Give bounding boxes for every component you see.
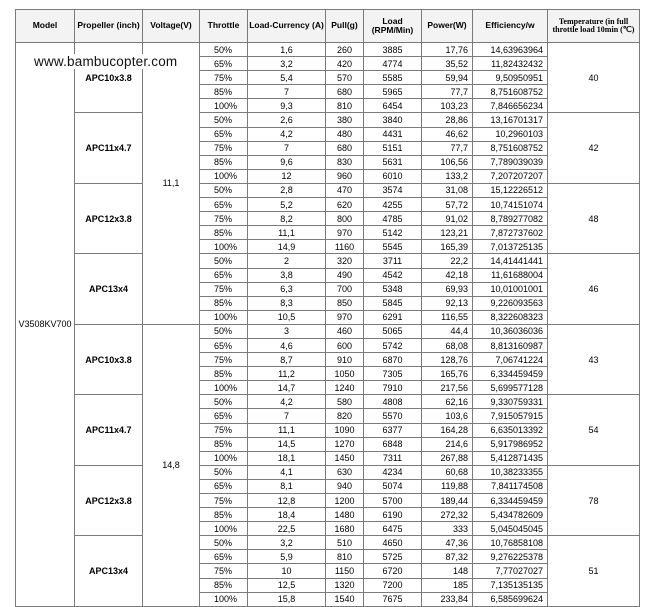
rpm-cell: 4774 <box>364 57 422 71</box>
temperature-cell: 51 <box>548 536 640 606</box>
efficiency-cell: 10,2960103 <box>473 127 548 141</box>
motor-test-table <box>15 9 640 607</box>
efficiency-cell: 13,16701317 <box>473 113 548 127</box>
pull-cell: 850 <box>326 296 364 310</box>
power-cell: 42,18 <box>422 268 473 282</box>
power-cell: 31,08 <box>422 183 473 197</box>
table-row <box>16 113 640 127</box>
rpm-cell: 6848 <box>364 437 422 451</box>
rpm-cell: 6377 <box>364 423 422 437</box>
rpm-cell: 4255 <box>364 198 422 212</box>
current-cell: 5,9 <box>248 550 326 564</box>
throttle-cell: 85% <box>200 226 248 240</box>
rpm-cell: 6870 <box>364 353 422 367</box>
efficiency-cell: 11,82432432 <box>473 57 548 71</box>
throttle-cell: 85% <box>200 508 248 522</box>
efficiency-cell: 9,276225378 <box>473 550 548 564</box>
rpm-cell: 5142 <box>364 226 422 240</box>
efficiency-cell: 5,434782609 <box>473 508 548 522</box>
current-cell: 3,2 <box>248 536 326 550</box>
efficiency-cell: 8,322608323 <box>473 310 548 324</box>
throttle-cell: 100% <box>200 240 248 254</box>
throttle-cell: 50% <box>200 43 248 57</box>
power-cell: 68,08 <box>422 338 473 352</box>
current-cell: 22,5 <box>248 522 326 536</box>
efficiency-cell: 5,412871435 <box>473 451 548 465</box>
rpm-cell: 5348 <box>364 282 422 296</box>
pull-cell: 1050 <box>326 367 364 381</box>
throttle-cell: 50% <box>200 183 248 197</box>
current-cell: 4,2 <box>248 395 326 409</box>
header-throttle: Throttle <box>200 10 248 43</box>
temperature-cell: 54 <box>548 395 640 465</box>
table-row <box>16 536 640 550</box>
header-pull: Pull(g) <box>326 10 364 43</box>
rpm-cell: 3885 <box>364 43 422 57</box>
throttle-cell: 100% <box>200 522 248 536</box>
power-cell: 165,76 <box>422 367 473 381</box>
efficiency-cell: 5,699577128 <box>473 381 548 395</box>
voltage-cell: 14,8 <box>143 324 200 606</box>
throttle-cell: 75% <box>200 353 248 367</box>
efficiency-cell: 7,013725135 <box>473 240 548 254</box>
power-cell: 267,88 <box>422 451 473 465</box>
efficiency-cell: 7,135135135 <box>473 578 548 592</box>
rpm-cell: 5585 <box>364 71 422 85</box>
efficiency-cell: 8,751608752 <box>473 141 548 155</box>
throttle-cell: 75% <box>200 494 248 508</box>
throttle-cell: 65% <box>200 479 248 493</box>
throttle-cell: 50% <box>200 324 248 338</box>
rpm-cell: 5545 <box>364 240 422 254</box>
pull-cell: 1680 <box>326 522 364 536</box>
efficiency-cell: 10,76858108 <box>473 536 548 550</box>
rpm-cell: 5845 <box>364 296 422 310</box>
current-cell: 4,1 <box>248 465 326 479</box>
rpm-cell: 7200 <box>364 578 422 592</box>
power-cell: 59,94 <box>422 71 473 85</box>
power-cell: 214,6 <box>422 437 473 451</box>
header-load-current: Load-Currency (A) <box>248 10 326 43</box>
efficiency-cell: 7,841174508 <box>473 479 548 493</box>
throttle-cell: 65% <box>200 338 248 352</box>
power-cell: 165,39 <box>422 240 473 254</box>
current-cell: 12,8 <box>248 494 326 508</box>
pull-cell: 940 <box>326 479 364 493</box>
current-cell: 18,1 <box>248 451 326 465</box>
pull-cell: 380 <box>326 113 364 127</box>
table-row <box>16 324 640 338</box>
power-cell: 185 <box>422 578 473 592</box>
efficiency-cell: 6,334459459 <box>473 494 548 508</box>
pull-cell: 1540 <box>326 592 364 606</box>
power-cell: 103,6 <box>422 409 473 423</box>
power-cell: 333 <box>422 522 473 536</box>
propeller-cell: APC12x3.8 <box>75 183 143 253</box>
power-cell: 189,44 <box>422 494 473 508</box>
current-cell: 7 <box>248 85 326 99</box>
rpm-cell: 4234 <box>364 465 422 479</box>
current-cell: 5,4 <box>248 71 326 85</box>
rpm-cell: 5742 <box>364 338 422 352</box>
rpm-cell: 5965 <box>364 85 422 99</box>
temperature-cell: 42 <box>548 113 640 183</box>
propeller-cell: APC12x3.8 <box>75 465 143 535</box>
table-row <box>16 183 640 197</box>
throttle-cell: 65% <box>200 409 248 423</box>
rpm-cell: 6291 <box>364 310 422 324</box>
efficiency-cell: 8,751608752 <box>473 85 548 99</box>
efficiency-cell: 9,226093563 <box>473 296 548 310</box>
power-cell: 28,86 <box>422 113 473 127</box>
rpm-cell: 4431 <box>364 127 422 141</box>
current-cell: 11,2 <box>248 367 326 381</box>
pull-cell: 470 <box>326 183 364 197</box>
propeller-cell: APC11x4.7 <box>75 113 143 183</box>
pull-cell: 800 <box>326 212 364 226</box>
pull-cell: 1090 <box>326 423 364 437</box>
power-cell: 57,72 <box>422 198 473 212</box>
efficiency-cell: 6,585699624 <box>473 592 548 606</box>
rpm-cell: 3711 <box>364 254 422 268</box>
watermark: www.bambucopter.com <box>34 54 178 69</box>
throttle-cell: 100% <box>200 310 248 324</box>
power-cell: 123,21 <box>422 226 473 240</box>
throttle-cell: 100% <box>200 99 248 113</box>
power-cell: 233,84 <box>422 592 473 606</box>
efficiency-cell: 7,846656234 <box>473 99 548 113</box>
rpm-cell: 6475 <box>364 522 422 536</box>
current-cell: 12,5 <box>248 578 326 592</box>
temperature-cell: 46 <box>548 254 640 324</box>
pull-cell: 510 <box>326 536 364 550</box>
pull-cell: 1480 <box>326 508 364 522</box>
pull-cell: 1200 <box>326 494 364 508</box>
power-cell: 17,76 <box>422 43 473 57</box>
power-cell: 217,56 <box>422 381 473 395</box>
power-cell: 44,4 <box>422 324 473 338</box>
pull-cell: 830 <box>326 155 364 169</box>
power-cell: 92,13 <box>422 296 473 310</box>
throttle-cell: 100% <box>200 451 248 465</box>
current-cell: 4,6 <box>248 338 326 352</box>
table-row <box>16 395 640 409</box>
rpm-cell: 7311 <box>364 451 422 465</box>
rpm-cell: 5631 <box>364 155 422 169</box>
pull-cell: 620 <box>326 198 364 212</box>
current-cell: 9,3 <box>248 99 326 113</box>
rpm-cell: 3840 <box>364 113 422 127</box>
pull-cell: 600 <box>326 338 364 352</box>
efficiency-cell: 7,915057915 <box>473 409 548 423</box>
pull-cell: 260 <box>326 43 364 57</box>
temperature-cell: 78 <box>548 465 640 535</box>
header-load-rpm: Load (RPM/Min) <box>364 10 422 43</box>
table-row <box>16 254 640 268</box>
efficiency-cell: 8,813160987 <box>473 338 548 352</box>
pull-cell: 970 <box>326 310 364 324</box>
current-cell: 7 <box>248 141 326 155</box>
rpm-cell: 4785 <box>364 212 422 226</box>
current-cell: 11,1 <box>248 423 326 437</box>
efficiency-cell: 14,63963964 <box>473 43 548 57</box>
header-model: Model <box>16 10 75 43</box>
pull-cell: 1270 <box>326 437 364 451</box>
temperature-cell: 40 <box>548 43 640 113</box>
efficiency-cell: 7,789039039 <box>473 155 548 169</box>
throttle-cell: 85% <box>200 155 248 169</box>
power-cell: 164,28 <box>422 423 473 437</box>
throttle-cell: 75% <box>200 71 248 85</box>
rpm-cell: 5151 <box>364 141 422 155</box>
current-cell: 4,2 <box>248 127 326 141</box>
throttle-cell: 75% <box>200 564 248 578</box>
rpm-cell: 4650 <box>364 536 422 550</box>
current-cell: 8,7 <box>248 353 326 367</box>
power-cell: 77,7 <box>422 85 473 99</box>
throttle-cell: 65% <box>200 57 248 71</box>
efficiency-cell: 8,789277082 <box>473 212 548 226</box>
rpm-cell: 6190 <box>364 508 422 522</box>
throttle-cell: 85% <box>200 367 248 381</box>
throttle-cell: 50% <box>200 395 248 409</box>
throttle-cell: 100% <box>200 169 248 183</box>
throttle-cell: 75% <box>200 212 248 226</box>
power-cell: 148 <box>422 564 473 578</box>
throttle-cell: 85% <box>200 437 248 451</box>
current-cell: 3,2 <box>248 57 326 71</box>
power-cell: 119,88 <box>422 479 473 493</box>
power-cell: 77,7 <box>422 141 473 155</box>
efficiency-cell: 11,61688004 <box>473 268 548 282</box>
rpm-cell: 5725 <box>364 550 422 564</box>
throttle-cell: 50% <box>200 465 248 479</box>
throttle-cell: 50% <box>200 113 248 127</box>
header-power: Power(W) <box>422 10 473 43</box>
pull-cell: 970 <box>326 226 364 240</box>
current-cell: 3,8 <box>248 268 326 282</box>
throttle-cell: 50% <box>200 536 248 550</box>
rpm-cell: 7675 <box>364 592 422 606</box>
power-cell: 69,93 <box>422 282 473 296</box>
pull-cell: 460 <box>326 324 364 338</box>
pull-cell: 580 <box>326 395 364 409</box>
current-cell: 5,2 <box>248 198 326 212</box>
power-cell: 116,55 <box>422 310 473 324</box>
pull-cell: 490 <box>326 268 364 282</box>
current-cell: 12 <box>248 169 326 183</box>
pull-cell: 420 <box>326 57 364 71</box>
pull-cell: 1150 <box>326 564 364 578</box>
rpm-cell: 6454 <box>364 99 422 113</box>
voltage-cell: 11,1 <box>143 43 200 325</box>
throttle-cell: 65% <box>200 550 248 564</box>
pull-cell: 1160 <box>326 240 364 254</box>
throttle-cell: 85% <box>200 85 248 99</box>
throttle-cell: 75% <box>200 141 248 155</box>
efficiency-cell: 7,06741224 <box>473 353 548 367</box>
header-voltage: Voltage(V) <box>143 10 200 43</box>
pull-cell: 810 <box>326 99 364 113</box>
rpm-cell: 6720 <box>364 564 422 578</box>
power-cell: 133,2 <box>422 169 473 183</box>
rpm-cell: 5065 <box>364 324 422 338</box>
current-cell: 11,1 <box>248 226 326 240</box>
pull-cell: 480 <box>326 127 364 141</box>
efficiency-cell: 6,334459459 <box>473 367 548 381</box>
current-cell: 15,8 <box>248 592 326 606</box>
pull-cell: 810 <box>326 550 364 564</box>
header-efficiency: Efficiency/w <box>473 10 548 43</box>
rpm-cell: 4808 <box>364 395 422 409</box>
current-cell: 14,7 <box>248 381 326 395</box>
pull-cell: 910 <box>326 353 364 367</box>
rpm-cell: 7305 <box>364 367 422 381</box>
power-cell: 60,68 <box>422 465 473 479</box>
current-cell: 2,6 <box>248 113 326 127</box>
current-cell: 7 <box>248 409 326 423</box>
power-cell: 91,02 <box>422 212 473 226</box>
efficiency-cell: 6,635013392 <box>473 423 548 437</box>
current-cell: 6,3 <box>248 282 326 296</box>
throttle-cell: 100% <box>200 592 248 606</box>
propeller-cell: APC13x4 <box>75 254 143 324</box>
current-cell: 14,5 <box>248 437 326 451</box>
pull-cell: 820 <box>326 409 364 423</box>
propeller-cell: APC10x3.8 <box>75 324 143 394</box>
propeller-cell: APC11x4.7 <box>75 395 143 465</box>
table-body <box>16 43 640 607</box>
rpm-cell: 7910 <box>364 381 422 395</box>
efficiency-cell: 10,38233355 <box>473 465 548 479</box>
throttle-cell: 65% <box>200 268 248 282</box>
pull-cell: 1320 <box>326 578 364 592</box>
current-cell: 2,8 <box>248 183 326 197</box>
model-cell: V3508KV700 <box>16 43 75 607</box>
efficiency-cell: 15,12226512 <box>473 183 548 197</box>
temperature-cell: 43 <box>548 324 640 394</box>
rpm-cell: 3574 <box>364 183 422 197</box>
current-cell: 3 <box>248 324 326 338</box>
current-cell: 8,3 <box>248 296 326 310</box>
efficiency-cell: 10,74151074 <box>473 198 548 212</box>
current-cell: 2 <box>248 254 326 268</box>
efficiency-cell: 10,01001001 <box>473 282 548 296</box>
temperature-cell: 48 <box>548 183 640 253</box>
throttle-cell: 75% <box>200 282 248 296</box>
pull-cell: 570 <box>326 71 364 85</box>
power-cell: 46,62 <box>422 127 473 141</box>
propeller-cell: APC13x4 <box>75 536 143 606</box>
rpm-cell: 6010 <box>364 169 422 183</box>
current-cell: 10 <box>248 564 326 578</box>
table-row <box>16 465 640 479</box>
pull-cell: 1450 <box>326 451 364 465</box>
efficiency-cell: 7,77027027 <box>473 564 548 578</box>
current-cell: 9,6 <box>248 155 326 169</box>
throttle-cell: 85% <box>200 296 248 310</box>
efficiency-cell: 7,207207207 <box>473 169 548 183</box>
current-cell: 1,6 <box>248 43 326 57</box>
efficiency-cell: 5,917986952 <box>473 437 548 451</box>
efficiency-cell: 9,330759331 <box>473 395 548 409</box>
power-cell: 22,2 <box>422 254 473 268</box>
rpm-cell: 4542 <box>364 268 422 282</box>
pull-cell: 320 <box>326 254 364 268</box>
header-propeller: Propeller (inch) <box>75 10 143 43</box>
efficiency-cell: 7,872737602 <box>473 226 548 240</box>
current-cell: 10,5 <box>248 310 326 324</box>
power-cell: 103,23 <box>422 99 473 113</box>
header-temperature: Temperature (in full throttle load 10min (℃) <box>548 10 640 43</box>
power-cell: 272,32 <box>422 508 473 522</box>
throttle-cell: 65% <box>200 198 248 212</box>
current-cell: 8,2 <box>248 212 326 226</box>
power-cell: 35,52 <box>422 57 473 71</box>
efficiency-cell: 14,41441441 <box>473 254 548 268</box>
power-cell: 47,36 <box>422 536 473 550</box>
rpm-cell: 5074 <box>364 479 422 493</box>
pull-cell: 700 <box>326 282 364 296</box>
throttle-cell: 85% <box>200 578 248 592</box>
efficiency-cell: 5,045045045 <box>473 522 548 536</box>
pull-cell: 680 <box>326 141 364 155</box>
throttle-cell: 75% <box>200 423 248 437</box>
pull-cell: 960 <box>326 169 364 183</box>
power-cell: 128,76 <box>422 353 473 367</box>
pull-cell: 630 <box>326 465 364 479</box>
pull-cell: 1240 <box>326 381 364 395</box>
current-cell: 18,4 <box>248 508 326 522</box>
throttle-cell: 65% <box>200 127 248 141</box>
current-cell: 14,9 <box>248 240 326 254</box>
header-row <box>16 10 640 43</box>
pull-cell: 680 <box>326 85 364 99</box>
efficiency-cell: 10,36036036 <box>473 324 548 338</box>
efficiency-cell: 9,50950951 <box>473 71 548 85</box>
propeller-cell: APC10x3.8 <box>75 43 143 113</box>
current-cell: 8,1 <box>248 479 326 493</box>
power-cell: 87,32 <box>422 550 473 564</box>
rpm-cell: 5700 <box>364 494 422 508</box>
power-cell: 106,56 <box>422 155 473 169</box>
power-cell: 62,16 <box>422 395 473 409</box>
throttle-cell: 50% <box>200 254 248 268</box>
rpm-cell: 5570 <box>364 409 422 423</box>
throttle-cell: 100% <box>200 381 248 395</box>
